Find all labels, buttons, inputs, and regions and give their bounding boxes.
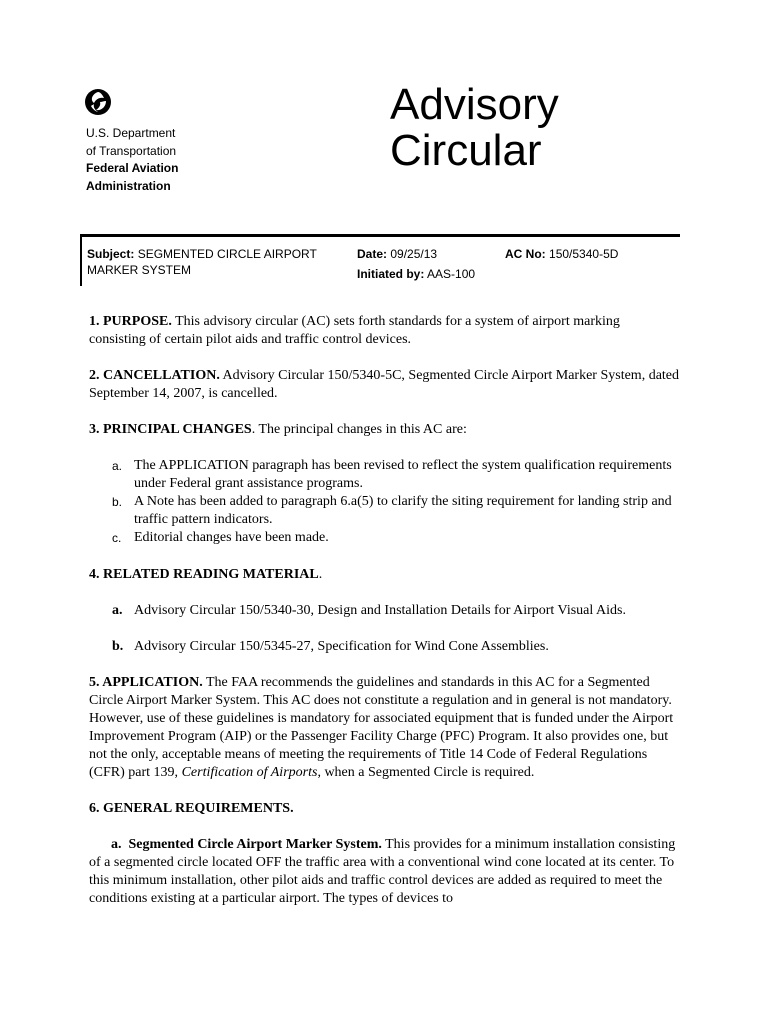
subject-field bbox=[87, 246, 342, 278]
document-body bbox=[89, 313, 679, 908]
purpose-heading: 1. PURPOSE. bbox=[89, 314, 172, 329]
cancellation-text: Advisory Circular 150/5340-5C, Segmented Circle Airport Marker System, dated September 14, 2007, is cancelled. bbox=[89, 368, 680, 401]
list-marker: c. bbox=[112, 531, 122, 545]
cancellation-heading: 2. CANCELLATION. bbox=[89, 368, 220, 383]
title-line: Advisory bbox=[390, 80, 559, 129]
header-rule-left bbox=[80, 234, 82, 286]
changes-list bbox=[89, 457, 679, 547]
changes-text: . The principal changes in this AC are: bbox=[251, 422, 467, 437]
initiated-label: Initiated by: bbox=[357, 267, 425, 281]
changes-heading: 3. PRINCIPAL CHANGES bbox=[89, 422, 252, 437]
changes-paragraph bbox=[89, 421, 679, 439]
dot-logo-icon bbox=[84, 88, 112, 116]
header-rule bbox=[80, 234, 680, 237]
date-label: Date: bbox=[357, 247, 388, 261]
application-tail: , when a Segmented Circle is required. bbox=[317, 765, 535, 780]
subject-value: SEGMENTED CIRCLE AIRPORT MARKER SYSTEM bbox=[87, 247, 317, 277]
cancellation-paragraph bbox=[89, 367, 679, 403]
related-item-text: Advisory Circular 150/5340-30, Design and Installation Details for Airport Visual Aids. bbox=[134, 603, 626, 618]
related-suffix: . bbox=[318, 567, 323, 582]
general-a-marker: a. bbox=[111, 837, 122, 852]
application-text: The FAA recommends the guidelines and standards in this AC for a Segmented Circle Airport Marker System. This AC does not constitute a regulation and in general is not mandatory. However, use of these guidelines is mandatory for associated equipment that is funded under the Airport Improvement Program (AIP) or the Passenger Facility Charge (PFC) Program. It also provides one, but not the only, acceptable means of meeting the requirements of Title 14 Code of Federal Regulations (CFR) part 139, bbox=[89, 675, 674, 780]
list-item bbox=[89, 493, 679, 529]
initiated-field bbox=[357, 266, 475, 282]
list-item-text: Editorial changes have been made. bbox=[134, 530, 329, 545]
list-item bbox=[89, 529, 679, 547]
subject-label: Subject: bbox=[87, 247, 135, 261]
document-title bbox=[390, 82, 559, 174]
related-item bbox=[89, 638, 679, 656]
date-value: 09/25/13 bbox=[390, 247, 438, 261]
list-item-text: The APPLICATION paragraph has been revised to reflect the system qualification requirements under Federal grant assistance programs. bbox=[134, 458, 672, 491]
related-heading: 4. RELATED READING MATERIAL bbox=[89, 567, 319, 582]
general-a-paragraph bbox=[89, 836, 679, 908]
related-item-text: Advisory Circular 150/5345-27, Specification for Wind Cone Assemblies. bbox=[134, 639, 549, 654]
agency-line: Federal Aviation bbox=[86, 161, 179, 175]
purpose-paragraph bbox=[89, 313, 679, 349]
agency-line: U.S. Department bbox=[86, 126, 176, 140]
general-a-heading: Segmented Circle Airport Marker System. bbox=[128, 837, 382, 852]
ac-number-label: AC No: bbox=[505, 247, 546, 261]
general-heading: 6. GENERAL REQUIREMENTS. bbox=[89, 801, 294, 816]
list-marker: b. bbox=[112, 639, 124, 654]
agency-line: Administration bbox=[86, 178, 171, 193]
list-item bbox=[89, 457, 679, 493]
application-paragraph bbox=[89, 674, 679, 782]
ac-number-value: 150/5340-5D bbox=[549, 247, 619, 261]
general-a-text: This provides for a minimum installation consisting of a segmented circle located OFF the traffic area with a conventional wind cone located at its center. To this minimum installation, other pilot aids and traffic control devices are added as required to meet the conditions existing at a particular airport. The types of devices to bbox=[89, 837, 676, 906]
ac-number-field bbox=[505, 246, 618, 262]
initiated-value: AAS-100 bbox=[427, 267, 476, 281]
related-item bbox=[89, 602, 679, 620]
list-marker: a. bbox=[112, 459, 123, 473]
purpose-text: This advisory circular (AC) sets forth standards for a system of airport marking consisting of certain pilot aids and traffic control devices. bbox=[89, 314, 620, 347]
agency-block bbox=[86, 125, 178, 195]
title-line: Circular bbox=[390, 126, 542, 175]
application-italic: Certification of Airports bbox=[181, 765, 318, 780]
list-marker: b. bbox=[112, 495, 123, 509]
application-heading: 5. APPLICATION. bbox=[89, 675, 203, 690]
list-item-text: A Note has been added to paragraph 6.a(5) to clarify the siting requirement for landing strip and traffic pattern indicators. bbox=[134, 494, 672, 527]
date-field bbox=[357, 246, 437, 262]
list-marker: a. bbox=[112, 603, 123, 618]
related-paragraph bbox=[89, 566, 679, 584]
agency-line: of Transportation bbox=[86, 143, 177, 158]
general-paragraph bbox=[89, 800, 679, 818]
